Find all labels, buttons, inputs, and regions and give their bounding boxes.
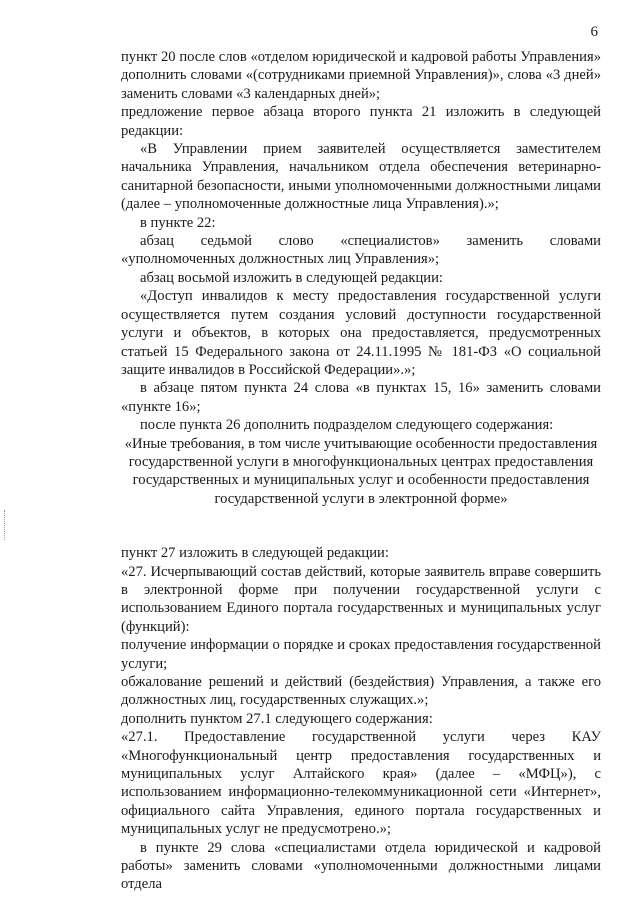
paragraph: предложение первое абзаца второго пункта 21 изложить в следующей редакции: <box>121 104 601 139</box>
paragraph: в абзаце пятом пункта 24 слова «в пунктах 15, 16» заменить словами «пункте 16»; <box>121 380 601 415</box>
document-body <box>121 48 601 894</box>
paragraph: в пункте 22: <box>140 214 216 231</box>
paragraph: абзац седьмой слово «специалистов» заменить словами «уполномоченных должностных лиц Управления»; <box>121 233 601 268</box>
page-number: 6 <box>590 24 598 40</box>
paragraph: обжалование решений и действий (бездействия) Управления, а также его должностных лиц, государственных служащих.»; <box>121 674 601 709</box>
paragraph: пункт 20 после слов «отделом юридической и кадровой работы Управления» дополнить словами «(сотрудниками приемной Управления)», слова «3 дней» заменить словами «3 календарных дней»; <box>121 49 601 102</box>
paragraph: после пункта 26 дополнить подразделом следующего содержания: <box>140 417 554 434</box>
paragraph: в пункте 29 слова «специалистами отдела юридической и кадровой работы» заменить словами «уполномоченными должностными лицами отдела <box>121 839 601 893</box>
paragraph: «В Управлении прием заявителей осуществляется заместителем начальника Управления, начальником отдела обеспечения ветеринарно-санитарной безопасности, иными уполномоченными должностными лицами (далее – уполномоченные должностные лица Управления).»; <box>121 141 601 213</box>
paragraph: пункт 27 изложить в следующей редакции: <box>121 545 389 562</box>
paragraph: «27. Исчерпывающий состав действий, которые заявитель вправе совершить в электронной форме при получении государственной услуги с использованием Единого портала государственных и муниципальных услуг (функций): <box>121 563 601 635</box>
paragraph: «Доступ инвалидов к месту предоставления государственной услуги осуществляется путем создания условий доступности государственной услуги и объектов, в которых она предоставляется, предусмотренных статьей 15 Федерального закона от 24.11.1995 № 181-ФЗ «О социальной защите инвалидов в Российской Федерации».»; <box>121 288 601 378</box>
subsection-heading: «Иные требования, в том числе учитывающие особенности предоставления государственной услуги в многофункциональных центрах предоставления государственных и муниципальных услуг и особенности предоставления государственной услуги в электронной форме» <box>124 435 598 507</box>
paragraph: абзац восьмой изложить в следующей редакции: <box>140 269 443 286</box>
section-gap <box>121 508 601 544</box>
paragraph: получение информации о порядке и сроках предоставления государственной услуги; <box>121 637 601 672</box>
paragraph: «27.1. Предоставление государственной услуги через КАУ «Многофункциональный центр предоставления государственных и муниципальных услуг Алтайского края» (далее – «МФЦ»), с использованием информационно-телекоммуникационной сети «Интернет», официального сайта Управления, единого портала государственных и муниципальных услуг не предусмотрено.»; <box>121 729 601 838</box>
paragraph: дополнить пунктом 27.1 следующего содержания: <box>121 710 433 727</box>
margin-mark <box>4 510 7 540</box>
